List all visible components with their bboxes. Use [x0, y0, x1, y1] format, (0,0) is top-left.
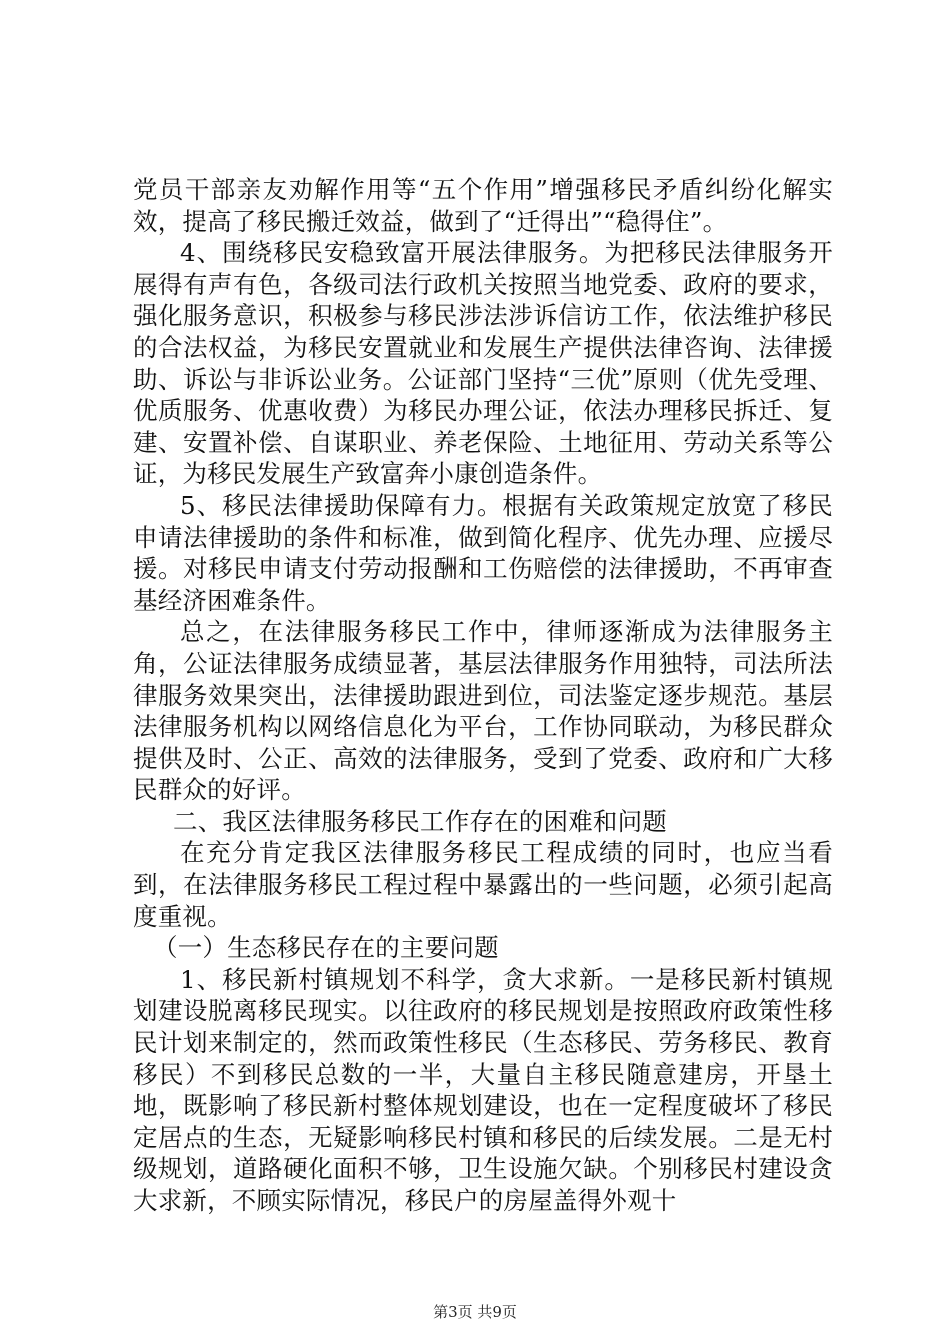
paragraph-1: 党员干部亲友劝解作用等“五个作用”增强移民矛盾纠纷化解实效，提高了移民搬迁效益，做到了“迁得出”“稳得住”。	[133, 175, 833, 236]
paragraph-4: 总之，在法律服务移民工作中，律师逐渐成为法律服务主角，公证法律服务成绩显著，基层法律服务作用独特，司法所法律服务效果突出，法律援助跟进到位，司法鉴定逐步规范。基层法律服务机构以网络信息化为平台，工作协同联动，为移民群众提供及时、公正、高效的法律服务，受到了党委、政府和广大移民群众的好评。	[133, 617, 833, 805]
subsection-heading: （一）生态移民存在的主要问题	[153, 933, 499, 963]
paragraph-3: 5、移民法律援助保障有力。根据有关政策规定放宽了移民申请法律援助的条件和标准，做到简化程序、优先办理、应援尽援。对移民申请支付劳动报酬和工伤赔偿的法律援助，不再审查基经济困难条件。	[133, 490, 833, 615]
paragraph-6: 1、移民新村镇规划不科学，贪大求新。一是移民新村镇规划建设脱离移民现实。以往政府的移民规划是按照政府政策性移民计划来制定的，然而政策性移民（生态移民、劳务移民、教育移民）不到移民总数的一半，大量自主移民随意建房，开垦土地，既影响了移民新村整体规划建设，也在一定程度破坏了移民定居点的生态，无疑影响移民村镇和移民的后续发展。二是无村级规划，道路硬化面积不够，卫生设施欠缺。个别移民村建设贪大求新，不顾实际情况，移民户的房屋盖得外观十	[133, 964, 833, 1215]
paragraph-2: 4、围绕移民安稳致富开展法律服务。为把移民法律服务开展得有声有色，各级司法行政机关按照当地党委、政府的要求，强化服务意识，积极参与移民涉法涉诉信访工作，依法维护移民的合法权益，为移民安置就业和发展生产提供法律咨询、法律援助、诉讼与非诉讼业务。公证部门坚持“三优”原则（优先受理、优质服务、优惠收费）为移民办理公证，依法办理移民拆迁、复建、安置补偿、自谋职业、养老保险、土地征用、劳动关系等公证，为移民发展生产致富奔小康创造条件。	[133, 238, 833, 489]
paragraph-5: 在充分肯定我区法律服务移民工程成绩的同时，也应当看到，在法律服务移民工程过程中暴露出的一些问题，必须引起高度重视。	[133, 838, 833, 931]
document-body	[133, 174, 833, 1217]
page-footer: 第3页 共9页	[433, 1303, 517, 1321]
section-heading: 二、我区法律服务移民工作存在的困难和问题	[173, 806, 667, 836]
